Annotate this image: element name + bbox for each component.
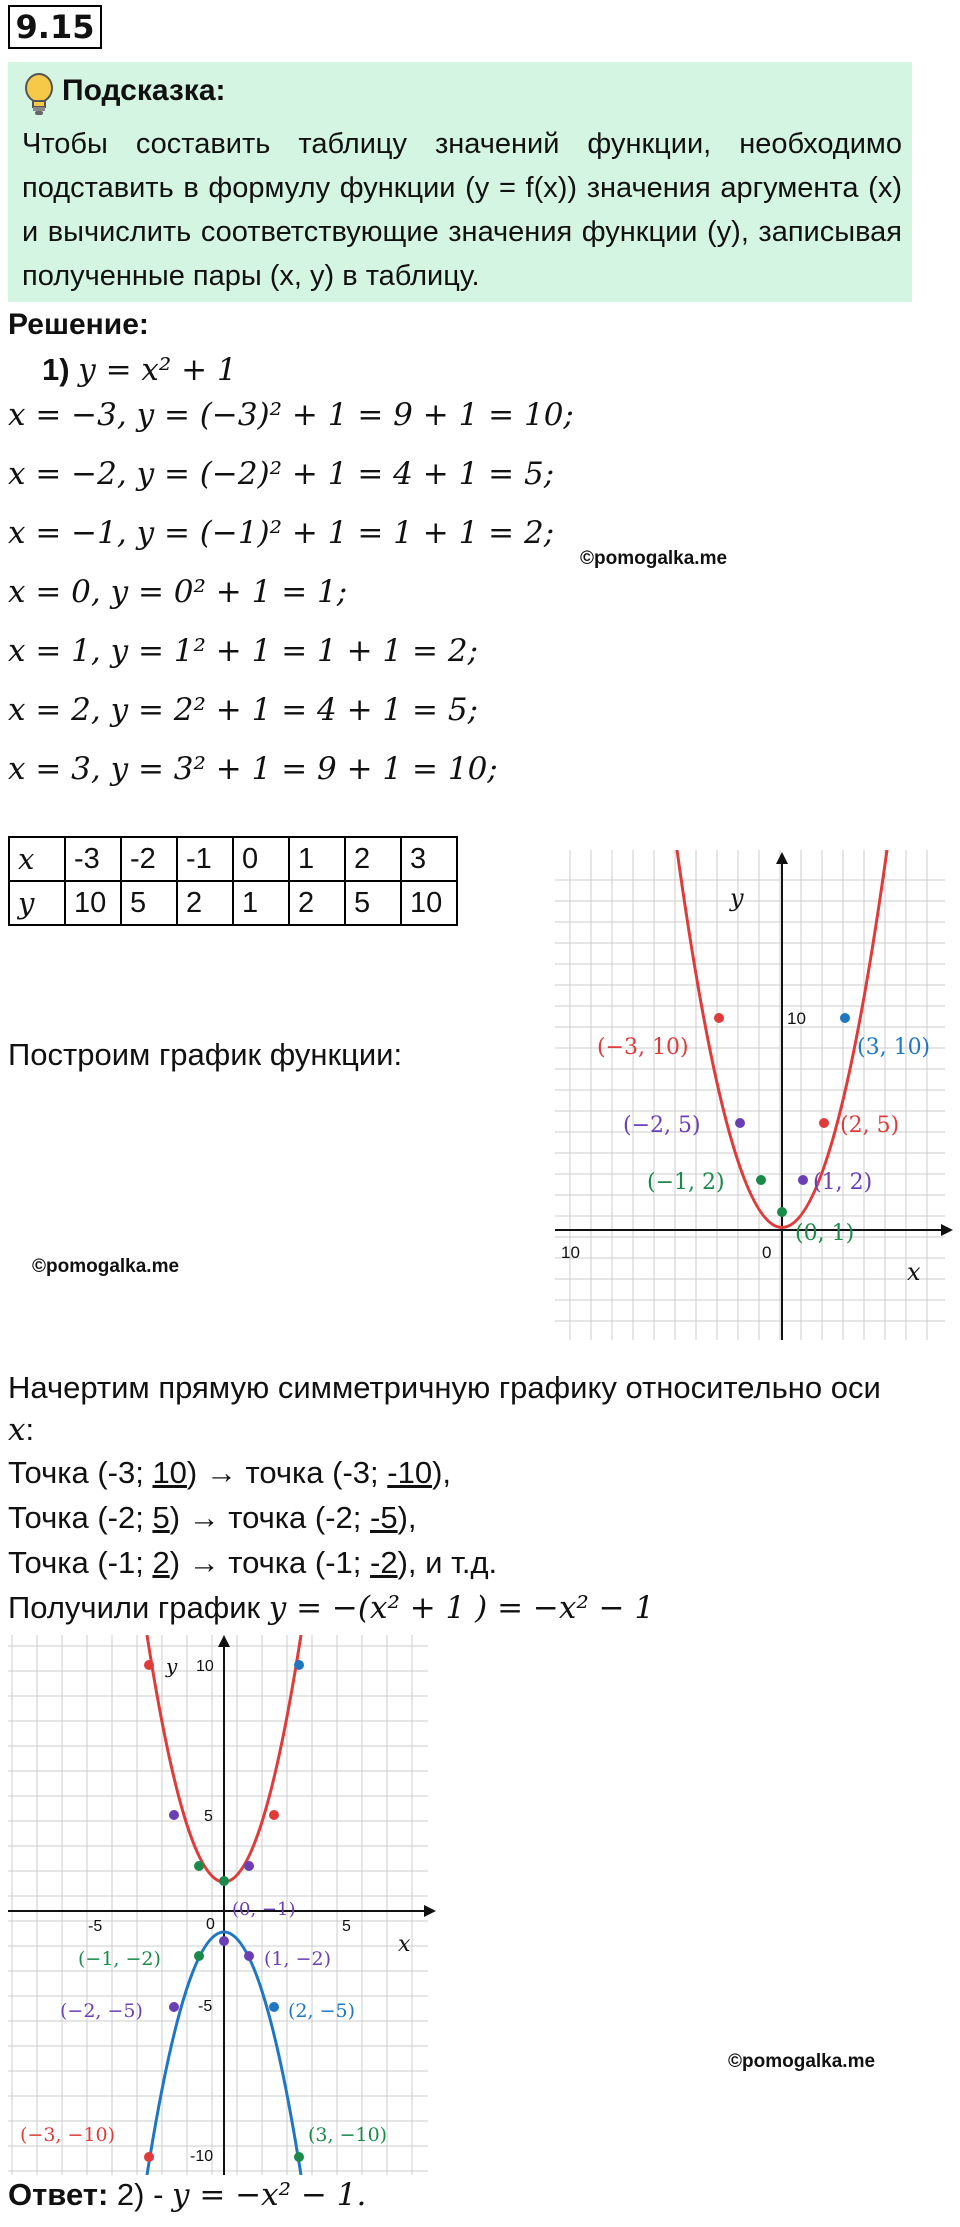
table-cell: 2	[345, 837, 401, 881]
point-label: (−1, −2)	[78, 1948, 161, 1970]
point-marker	[219, 1936, 229, 1946]
x-axis-label: x	[398, 1932, 411, 1957]
table-cell: 2	[289, 881, 345, 925]
symmetry-point: Точка (-3; 10) → точка (-3; -10),	[8, 1455, 451, 1490]
point-marker	[194, 1951, 204, 1961]
symmetry-point: Точка (-2; 5) → точка (-2; -5),	[8, 1500, 417, 1535]
table-header-x: x	[9, 837, 65, 881]
point-label: (0, −1)	[232, 1899, 296, 1920]
tick-label: 10	[561, 1243, 580, 1262]
point-label: (1, −2)	[264, 1948, 332, 1970]
table-cell: 10	[65, 881, 121, 925]
point-label: (3, 10)	[857, 1035, 931, 1060]
point-label: (−1, 2)	[647, 1170, 725, 1195]
point-label: (1, 2)	[813, 1170, 873, 1195]
point-marker	[756, 1175, 766, 1185]
table-row-x	[9, 837, 457, 881]
tick-label: -5	[88, 1918, 103, 1935]
point-marker	[244, 1861, 254, 1871]
hint-text: Чтобы составить таблицу значений функции, необходимо подставить в формулу функции (y = f(x)) значения аргумента (x) и вычислить соответствующие значения функции (y), записывая полученные пары (x, y) в таблицу.	[22, 128, 902, 292]
point-marker	[169, 1810, 179, 1820]
table-cell: 3	[401, 837, 457, 881]
table-row-y	[9, 881, 457, 925]
point-label: (−2, 5)	[623, 1113, 701, 1138]
point-marker	[798, 1175, 808, 1185]
x-axis-label: x	[907, 1258, 921, 1286]
point-label: (2, −5)	[288, 2000, 356, 2022]
answer-line: Ответ: 2) - y = −x² − 1.	[8, 2177, 367, 2213]
lightbulb-icon	[22, 72, 56, 118]
point-label: (3, −10)	[308, 2124, 388, 2146]
origin-label: 0	[762, 1243, 772, 1262]
point-label: (2, 5)	[840, 1113, 900, 1138]
x-axis-arrow	[941, 1224, 953, 1236]
y-axis-arrow	[776, 852, 788, 864]
point-label: (0, 1)	[795, 1221, 855, 1246]
answer-label: Ответ:	[8, 2177, 109, 2212]
table-cell: 5	[345, 881, 401, 925]
tick-label: -5	[198, 1998, 213, 2015]
tick-label: 5	[204, 1808, 213, 1825]
point-label: (−2, −5)	[60, 2000, 143, 2022]
point-marker	[294, 2152, 304, 2162]
table-cell: 1	[233, 881, 289, 925]
graph-both-parabolas	[8, 1635, 438, 2175]
point-marker	[269, 2002, 279, 2012]
answer-formula: y = −x² − 1.	[172, 2177, 367, 2213]
point-marker	[840, 1013, 850, 1023]
point-label: (−3, −10)	[20, 2124, 116, 2146]
watermark: ©pomogalka.me	[32, 1256, 180, 1277]
symmetry-line1: Начертим прямую симметричную графику относительно оси	[8, 1370, 881, 1405]
point-marker	[777, 1207, 787, 1217]
table-cell: 2	[177, 881, 233, 925]
calc-line: x = 2, y = 2² + 1 = 4 + 1 = 5;	[8, 692, 479, 728]
calc-line: x = 0, y = 0² + 1 = 1;	[8, 574, 348, 610]
build-text: Построим график функции:	[8, 1037, 403, 1072]
point-marker	[735, 1118, 745, 1128]
point-marker	[144, 1660, 154, 1670]
point-marker	[244, 1951, 254, 1961]
calc-line: x = −1, y = (−1)² + 1 = 1 + 1 = 2;	[8, 515, 555, 551]
graph-parabola-up	[555, 850, 955, 1350]
problem-number: 9.15	[8, 5, 102, 49]
tick-label: 10	[196, 1658, 214, 1675]
table-cell: 0	[233, 837, 289, 881]
calc-line: x = 3, y = 3² + 1 = 9 + 1 = 10;	[8, 751, 498, 787]
calc-line: x = 1, y = 1² + 1 = 1 + 1 = 2;	[8, 633, 479, 669]
result-line: Получили график y = −(x² + 1 ) = −x² − 1	[8, 1590, 655, 1626]
part1-label: 1)	[42, 352, 70, 387]
hint-title: Подсказка:	[62, 74, 226, 107]
point-marker	[144, 2152, 154, 2162]
calc-line: x = −2, y = (−2)² + 1 = 4 + 1 = 5;	[8, 456, 555, 492]
watermark: ©pomogalka.me	[728, 2051, 876, 2072]
point-marker	[269, 1810, 279, 1820]
watermark: ©pomogalka.me	[580, 548, 728, 569]
tick-label: 10	[787, 1009, 806, 1028]
y-axis-arrow	[218, 1635, 230, 1647]
y-axis-label: y	[730, 884, 744, 912]
point-marker	[294, 1660, 304, 1670]
hint-box	[8, 62, 912, 302]
table-header-y: y	[9, 881, 65, 925]
values-table	[8, 836, 458, 926]
axis-name: x	[8, 1412, 26, 1448]
tick-label: -10	[190, 2148, 214, 2165]
symmetry-point: Точка (-1; 2) → точка (-1; -2), и т.д.	[8, 1545, 498, 1580]
grid	[8, 1635, 428, 2175]
solution-title: Решение:	[8, 308, 149, 341]
symmetry-line2: x:	[8, 1412, 35, 1448]
point-marker	[714, 1013, 724, 1023]
part1-line	[42, 352, 237, 388]
point-marker	[169, 2002, 179, 2012]
x-axis-arrow	[424, 1905, 436, 1917]
table-cell: 10	[401, 881, 457, 925]
tick-label: 5	[342, 1918, 351, 1935]
point-marker	[819, 1118, 829, 1128]
point-label: (−3, 10)	[597, 1035, 689, 1060]
table-cell: -2	[121, 837, 177, 881]
point-marker	[219, 1876, 229, 1886]
table-cell: 1	[289, 837, 345, 881]
table-cell: -3	[65, 837, 121, 881]
table-cell: 5	[121, 881, 177, 925]
part1-formula: y = x² + 1	[78, 352, 237, 388]
table-cell: -1	[177, 837, 233, 881]
calc-line: x = −3, y = (−3)² + 1 = 9 + 1 = 10;	[8, 397, 574, 433]
y-axis-label: y	[166, 1654, 178, 1678]
grid	[555, 850, 945, 1340]
point-marker	[194, 1861, 204, 1871]
origin-label: 0	[206, 1916, 215, 1933]
